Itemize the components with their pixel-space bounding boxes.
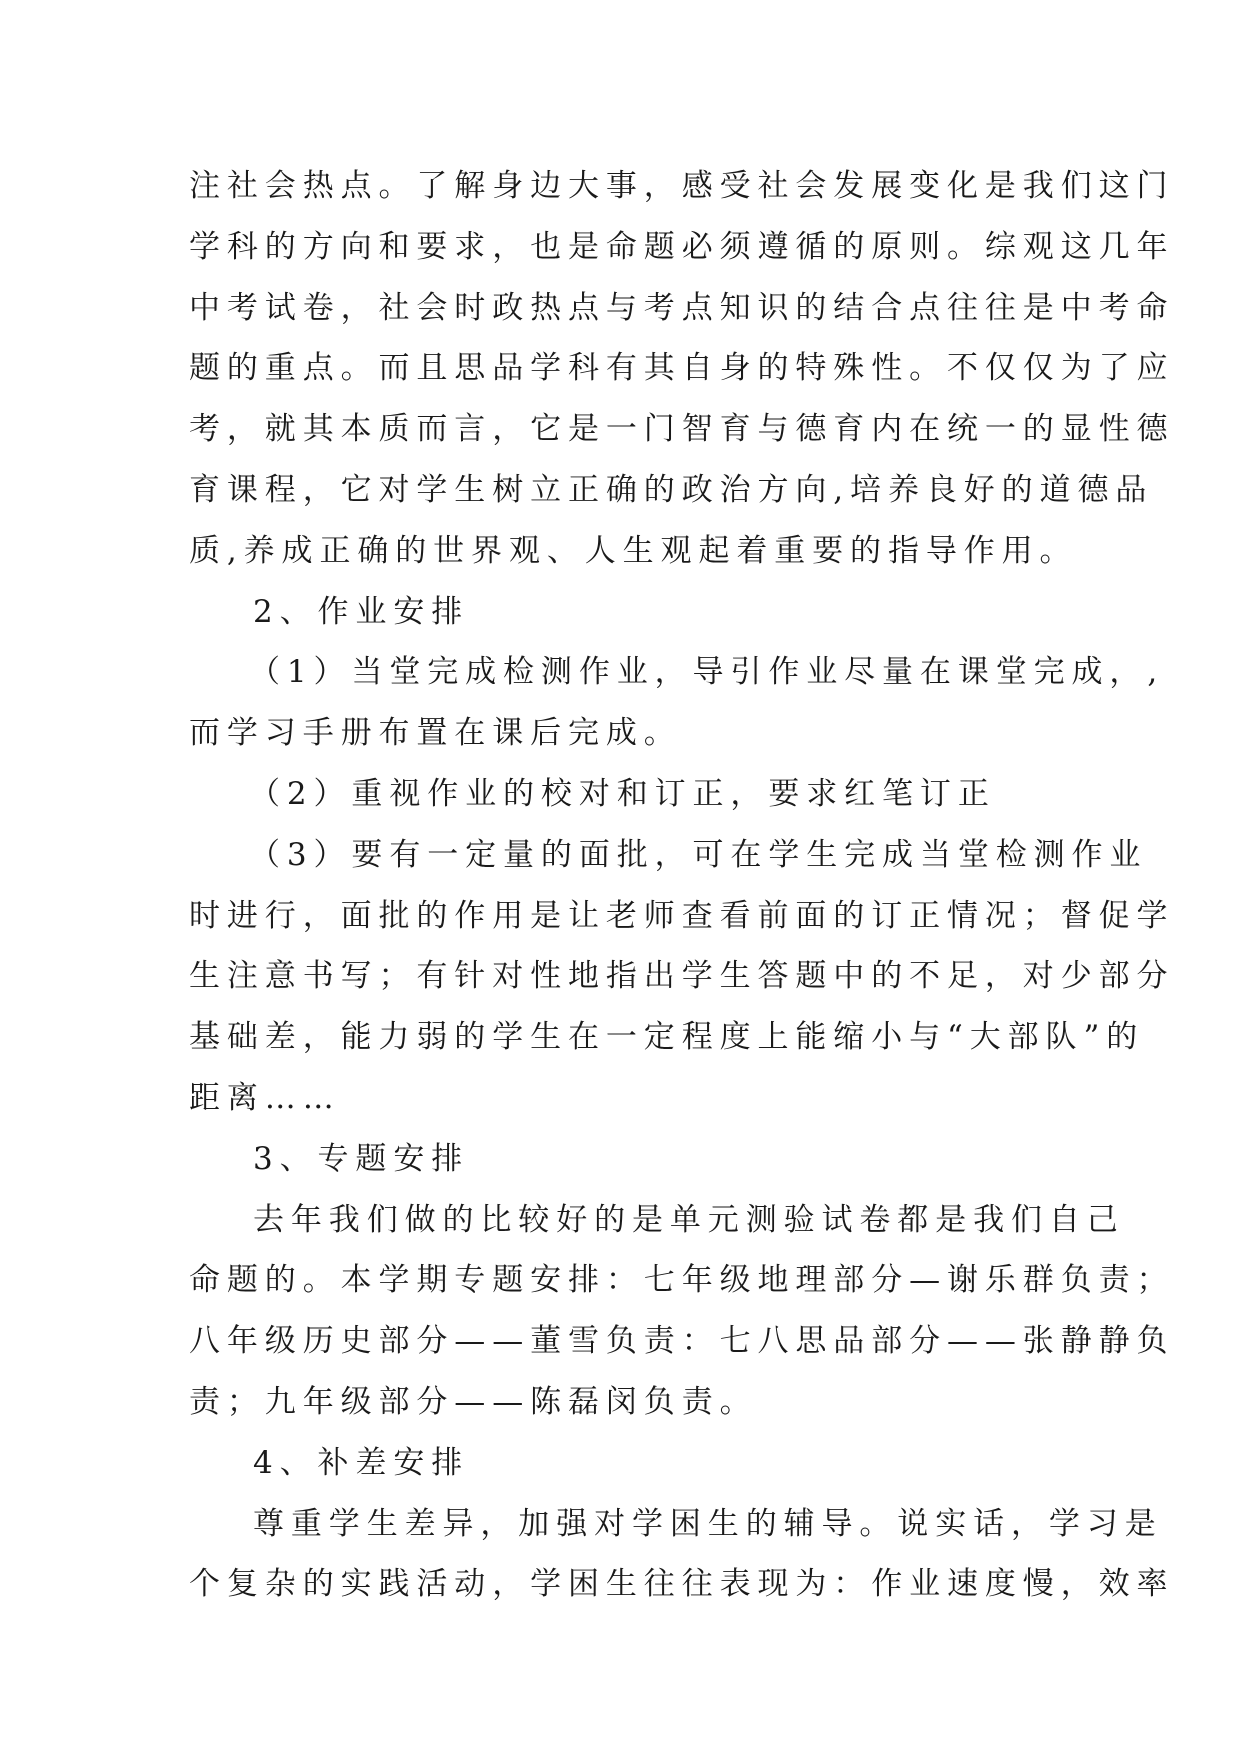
body-text	[189, 156, 1175, 1615]
list-item-1: （1）当堂完成检测作业，导引作业尽量在课堂完成，,	[249, 654, 1165, 691]
paragraph-line: 中考试卷，社会时政热点与考点知识的结合点往往是中考命	[189, 289, 1175, 326]
paragraph-line: 学科的方向和要求，也是命题必须遵循的原则。综观这几年	[189, 228, 1175, 265]
paragraph-line: 基础差，能力弱的学生在一定程度上能缩小与“大部队”的	[189, 1019, 1145, 1056]
paragraph-line: 责；九年级部分——陈磊闵负责。	[189, 1383, 758, 1420]
paragraph-line: 去年我们做的比较好的是单元测验试卷都是我们自己	[253, 1201, 1125, 1238]
paragraph-line: 题的重点。而且思品学科有其自身的特殊性。不仅仅为了应	[189, 350, 1175, 387]
paragraph-line: 而学习手册布置在课后完成。	[189, 715, 682, 752]
paragraph-line: 育课程，它对学生树立正确的政治方向,培养良好的道德品	[189, 471, 1154, 508]
paragraph-line: 命题的。本学期专题安排：七年级地理部分—谢乐群负责；	[189, 1262, 1175, 1299]
paragraph-line: 质,养成正确的世界观、人生观起着重要的指导作用。	[189, 532, 1078, 569]
section-heading-topics: 3、专题安排	[253, 1140, 470, 1177]
paragraph-line: 尊重学生差异，加强对学困生的辅导。说实话，学习是	[253, 1505, 1163, 1542]
section-heading-remedial: 4、补差安排	[253, 1444, 470, 1481]
paragraph-line: 注社会热点。了解身边大事，感受社会发展变化是我们这门	[189, 168, 1175, 204]
list-item-2: （2）重视作业的校对和订正，要求红笔订正	[249, 775, 996, 812]
paragraph-line: 距离……	[189, 1079, 341, 1116]
paragraph-line: 考，就其本质而言，它是一门智育与德育内在统一的显性德	[189, 411, 1175, 448]
paragraph-line: 八年级历史部分——董雪负责：七八思品部分——张静静负	[189, 1323, 1175, 1360]
paragraph-line: 时进行，面批的作用是让老师查看前面的订正情况；督促学	[189, 897, 1175, 934]
section-heading-homework: 2、作业安排	[253, 593, 470, 630]
paragraph-line: 个复杂的实践活动，学困生往往表现为：作业速度慢，效率	[189, 1566, 1175, 1603]
list-item-3: （3）要有一定量的面批，可在学生完成当堂检测作业	[249, 836, 1148, 873]
paragraph-line: 生注意书写；有针对性地指出学生答题中的不足，对少部分	[189, 958, 1175, 995]
